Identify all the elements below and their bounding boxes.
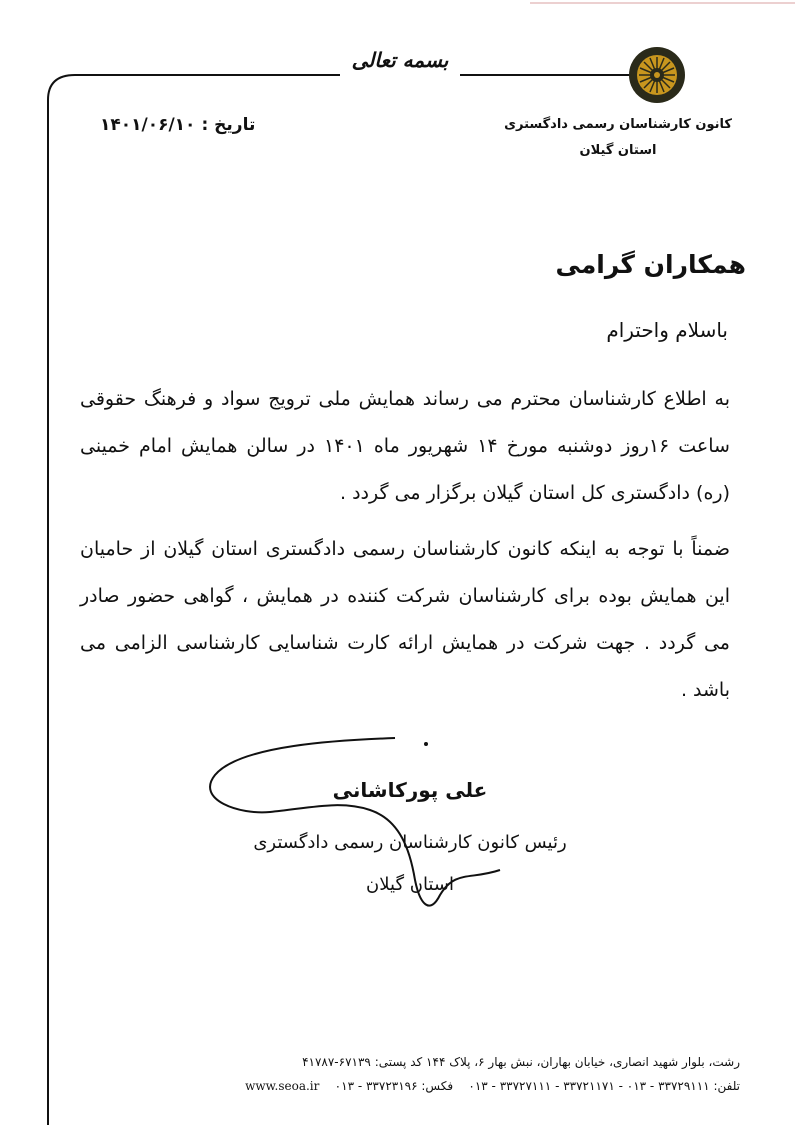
footer-contact (100, 1074, 740, 1098)
footer-fax: فکس: ۳۳۷۲۳۱۹۶ - ۰۱۳ (334, 1079, 454, 1093)
greeting: باسلام واحترام (606, 318, 728, 342)
footer-phones: تلفن: ۳۳۷۲۹۱۱۱ - ۰۱۳ - ۳۳۷۲۱۱۷۱ - ۳۳۷۲۷۱۱۱ - ۰۱۳ (468, 1079, 740, 1093)
organization-province: استان گیلان (579, 143, 657, 158)
invocation-text: بسمه تعالی (345, 48, 455, 72)
footer-website-link[interactable]: www.seoa.ir (245, 1079, 320, 1093)
circular-emblem-icon (628, 46, 686, 104)
footer (100, 1050, 740, 1098)
body-paragraph-2: ضمناً با توجه به اینکه کانون کارشناسان رسمی دادگستری استان گیلان از حامیان این همایش بوده برای کارشناسان شرکت کننده در همایش ، گواهی حضور صادر می گردد . جهت شرکت در همایش ارائه کارت شناسایی کارشناسی الزامی می باشد . (80, 538, 730, 701)
date-label: تاریخ : (201, 115, 256, 135)
signer-name: علی پورکاشانی (332, 778, 488, 802)
signer-title-line1: رئیس کانون کارشناسان رسمی دادگستری (253, 832, 567, 853)
organization-name: کانون کارشناسان رسمی دادگستری (504, 117, 732, 132)
body-paragraph-1: به اطلاع کارشناسان محترم می رساند همایش ملی ترویج سواد و فرهنگ حقوقی ساعت ۱۶روز دوشنبه مورخ ۱۴ شهریور ماه ۱۴۰۱ در سالن همایش امام خمینی (ره) دادگستری کل استان گیلان برگزار می گردد . (80, 388, 730, 504)
date-value: ۱۴۰۱/۰۶/۱۰ (100, 115, 196, 135)
footer-address: رشت، بلوار شهید انصاری، خیابان بهاران، نبش بهار ۶، پلاک ۱۴۴ کد پستی: ۶۷۱۳۹-۴۱۷۸۷ (302, 1055, 740, 1069)
signer-title-line2: استان گیلان (366, 874, 454, 895)
salutation: همکاران گرامی (555, 250, 746, 279)
letter-date (94, 115, 255, 135)
signer-title-block (230, 822, 590, 906)
organization-name-block (488, 112, 748, 164)
